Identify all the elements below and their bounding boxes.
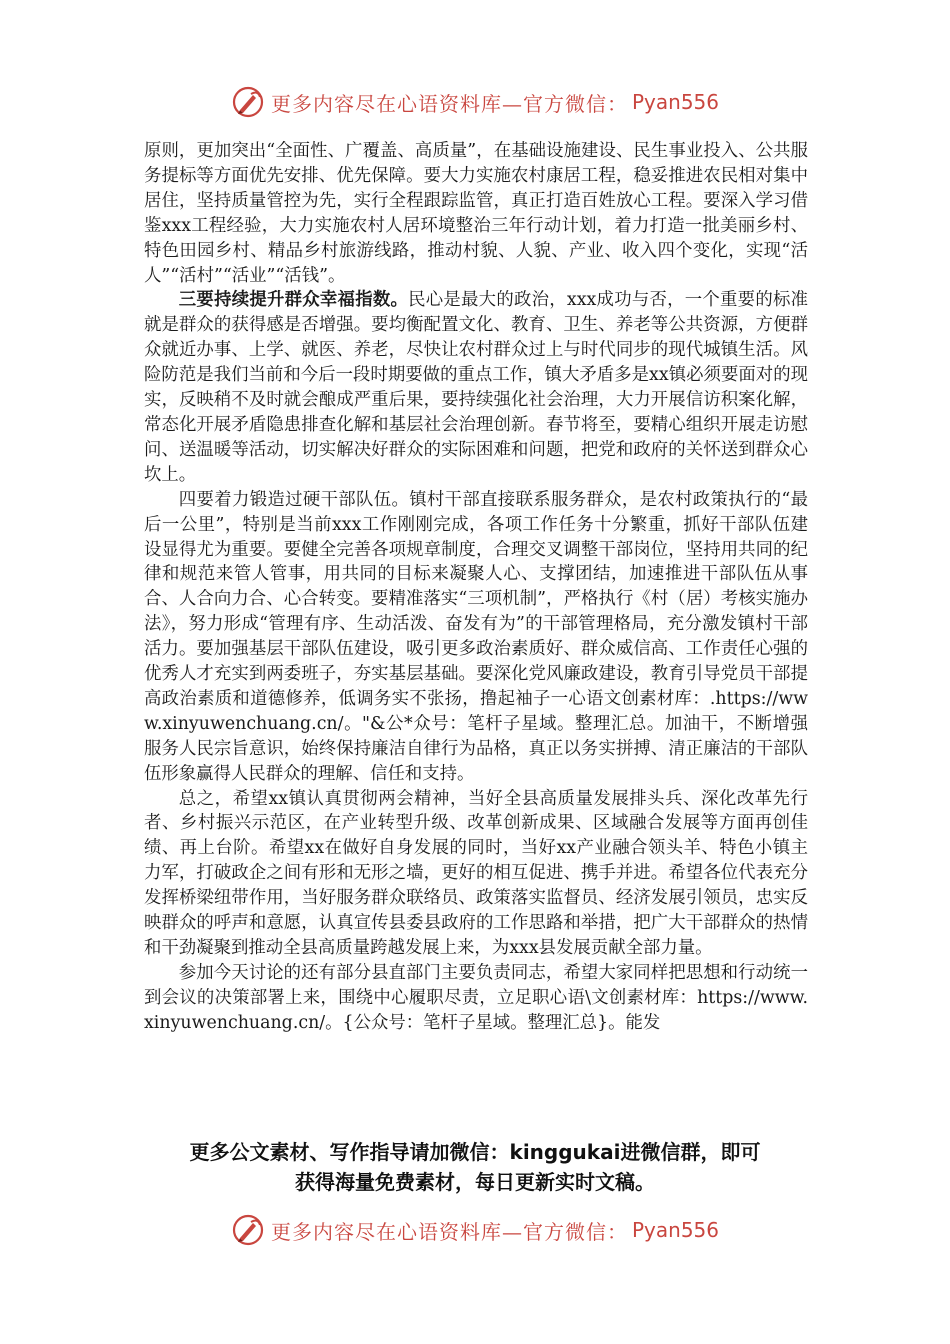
paragraph-2-lead: 三要持续提升群众幸福指数。: [178, 290, 409, 311]
pen-logo-icon: [231, 1213, 265, 1247]
header-banner: [0, 82, 950, 122]
paragraph-5-text: 参加今天讨论的还有部分县直部门主要负责同志，希望大家同样把思想和行动统一到会议的决策部署上来，围绕中心履职尽责，立足职心语\文创素材库：https://www.xinyuwenchuang.cn/。{公众号：笔杆子星域。整理汇总}。能发: [144, 962, 808, 1033]
footer-note-line-1: 更多公文素材、写作指导请加微信：kinggukai进微信群，即可: [189, 1140, 761, 1164]
paragraph-4-text: 总之，希望xx镇认真贯彻两会精神，当好全县高质量发展排头兵、深化改革先行者、乡村振兴示范区，在产业转型升级、改革创新成果、区域融合发展等方面再创佳绩、再上台阶。希望xx在做好自身发展的同时，当好xx产业融合领头羊、特色小镇主力军，打破政企之间有形和无形之墙，更好的相互促进、携手并进。希望各位代表充分发挥桥梁纽带作用，当好服务群众联络员、政策落实监督员、经济发展引领员，忠实反映群众的呼声和意愿，认真宣传县委县政府的工作思路和举措，把广大干部群众的热情和干劲凝聚到推动全县高质量跨越发展上来，为xxx县发展贡献全部力量。: [144, 788, 808, 958]
banner-text: 更多内容尽在心语资料库—官方微信：: [270, 91, 628, 116]
paragraph-3: [144, 488, 808, 787]
paragraph-2: [144, 288, 808, 487]
paragraph-5: [144, 961, 808, 1036]
banner-handle: Pyan556: [631, 1218, 719, 1242]
footer-note-line-2: 获得海量免费素材，每日更新实时文稿。: [295, 1170, 655, 1194]
footer-note: [140, 1137, 810, 1197]
footer-banner: [0, 1210, 950, 1250]
paragraph-3-text: 四要着力锻造过硬干部队伍。镇村干部直接联系服务群众，是农村政策执行的“最后一公里”，特别是当前xxx工作刚刚完成，各项工作任务十分繁重，抓好干部队伍建设显得尤为重要。要健全完善各项规章制度，合理交叉调整干部岗位，坚持用共同的纪律和规范来管人管事，用共同的目标来凝聚人心、支撑团结，加速推进干部队伍从事合、人合向力合、心合转变。要精准落实“三项机制”，严格执行《村（居）考核实施办法》，努力形成“管理有序、生动活泼、奋发有为”的干部管理格局，充分激发镇村干部活力。要加强基层干部队伍建设，吸引更多政治素质好、群众威信高、工作责任心强的优秀人才充实到两委班子，夯实基层基础。要深化党风廉政建设，教育引导党员干部提高政治素质和道德修养，低调务实不张扬，撸起袖子一心语文创素材库：.https://www.xinyuwenchuang.cn/。"&公*众号：笔杆子星域。整理汇总。加油干，不断增强服务人民宗旨意识，始终保持廉洁自律行为品格，真正以务实拼搏、清正廉洁的干部队伍形象赢得人民群众的理解、信任和支持。: [144, 489, 808, 784]
document-body: [144, 139, 808, 1036]
banner-handle: Pyan556: [631, 90, 719, 114]
paragraph-2-text: 民心是最大的政治，xxx成功与否，一个重要的标准就是群众的获得感是否增强。要均衡配置文化、教育、卫生、养老等公共资源，方便群众就近办事、上学、就医、养老，尽快让农村群众过上与时代同步的现代城镇生活。风险防范是我们当前和今后一段时期要做的重点工作，镇大矛盾多是xx镇必须要面对的现实，反映稍不及时就会酿成严重后果，要持续强化社会治理，大力开展信访积案化解，常态化开展矛盾隐患排查化解和基层社会治理创新。春节将至，要精心组织开展走访慰问、送温暖等活动，切实解决好群众的实际困难和问题，把党和政府的关怀送到群众心坎上。: [144, 290, 808, 485]
paragraph-1-text: 原则，更加突出“全面性、广覆盖、高质量”，在基础设施建设、民生事业投入、公共服务提标等方面优先安排、优先保障。要大力实施农村康居工程，稳妥推进农民相对集中居住，坚持质量管控为先，实行全程跟踪监管，真正打造百姓放心工程。要深入学习借鉴xxx工程经验，大力实施农村人居环境整治三年行动计划，着力打造一批美丽乡村、特色田园乡村、精品乡村旅游线路，推动村貌、人貌、产业、收入四个变化，实现“活人”“活村”“活业”“活钱”。: [144, 141, 808, 286]
paragraph-1: [144, 139, 808, 288]
paragraph-4: [144, 787, 808, 961]
banner-text: 更多内容尽在心语资料库—官方微信：: [270, 1219, 628, 1244]
pen-logo-icon: [231, 85, 265, 119]
